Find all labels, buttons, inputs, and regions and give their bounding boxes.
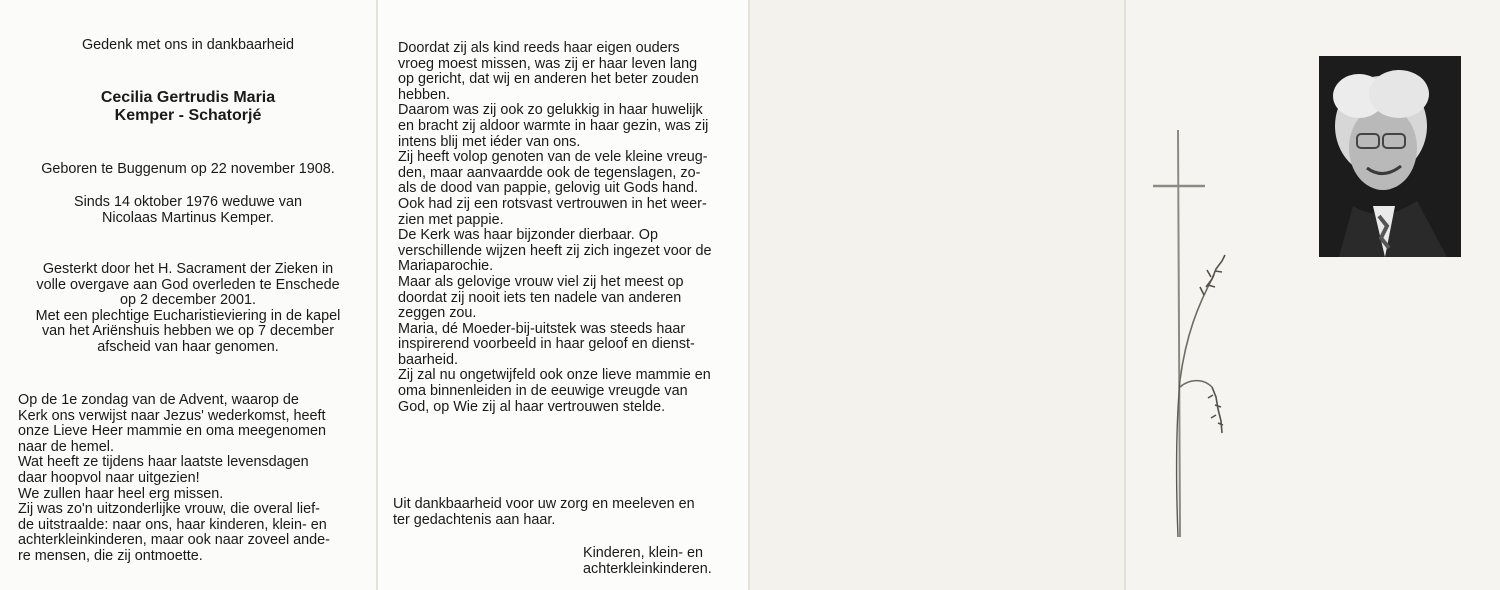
- card-panel-blank: [750, 0, 1124, 590]
- text-line: We zullen haar heel erg missen.: [18, 485, 224, 502]
- text-line: volle overgave aan God overleden te Enschede: [36, 276, 340, 293]
- intro-text: Gedenk met ons in dankbaarheid: [81, 37, 294, 53]
- card-panel-front: [1126, 0, 1500, 590]
- text-line: achterkleinkinderen.: [583, 560, 712, 577]
- text-line: verschillende wijzen heeft zij zich ingezet voor de: [398, 242, 712, 259]
- text-line: Daarom was zij ook zo gelukkig in haar huwelijk: [398, 102, 703, 119]
- text-line: op gericht, dat wij en anderen het beter zouden: [398, 71, 699, 88]
- cross-with-wheat-icon: [1136, 125, 1246, 545]
- death-paragraph: [20, 262, 356, 356]
- text-line: Uit dankbaarheid voor uw zorg en meeleven en: [393, 496, 695, 512]
- text-line: inspirerend voorbeeld in haar geloof en dienst-: [398, 336, 695, 353]
- deceased-name: [20, 89, 356, 125]
- text-line: zeggen zou.: [398, 305, 477, 322]
- widow-line-1: Sinds 14 oktober 1976 weduwe van: [73, 194, 302, 210]
- signature-block: [583, 546, 743, 577]
- text-line: Maar als gelovige vrouw viel zij het meest op: [398, 273, 684, 290]
- text-line: Zij zal nu ongetwijfeld ook onze lieve mammie en: [398, 367, 711, 384]
- text-line: God, op Wie zij al haar vertrouwen stelde.: [398, 398, 666, 415]
- text-line: Kinderen, klein- en: [583, 545, 703, 561]
- card-panel-middle: [378, 0, 748, 590]
- text-line: ter gedachtenis aan haar.: [393, 511, 556, 528]
- text-line: baarheid.: [398, 351, 459, 368]
- text-line: op 2 december 2001.: [119, 292, 256, 309]
- text-line: onze Lieve Heer mammie en oma meegenomen: [18, 423, 326, 440]
- text-line: daar hoopvol naar uitgezien!: [18, 469, 200, 486]
- text-line: den, maar aanvaardde ook de tegenslagen, zo-: [398, 164, 701, 181]
- text-line: doordat zij nooit iets ten nadele van anderen: [398, 289, 682, 306]
- text-line: Gesterkt door het H. Sacrament der Zieken in: [42, 261, 334, 277]
- text-line: vroeg moest missen, was zij er haar leven lang: [398, 55, 698, 72]
- text-line: Maria, dé Moeder-bij-uitstek was steeds haar: [398, 320, 686, 337]
- text-line: Zij heeft volop genoten van de vele kleine vreug-: [398, 149, 708, 166]
- text-line: hebben.: [398, 86, 451, 103]
- text-line: Met een plechtige Eucharistieviering in de kapel: [35, 307, 341, 324]
- text-line: naar de hemel.: [18, 438, 114, 455]
- text-line: oma binnenleiden in de eeuwige vreugde van: [398, 383, 688, 400]
- portrait-photo: [1319, 56, 1461, 257]
- text-line: Zij was zo'n uitzonderlijke vrouw, die overal lief-: [18, 501, 320, 518]
- text-line: re mensen, die zij ontmoette.: [18, 547, 203, 564]
- thanks-paragraph: [393, 497, 731, 528]
- widow-text: [20, 195, 356, 226]
- text-line: Doordat zij als kind reeds haar eigen ouders: [398, 40, 680, 56]
- text-line: achterkleinkinderen, maar ook naar zoveel ande-: [18, 532, 330, 549]
- text-line: Op de 1e zondag van de Advent, waarop de: [18, 392, 299, 408]
- text-line: en bracht zij aldoor warmte in haar gezin, was zij: [398, 117, 709, 134]
- text-line: De Kerk was haar bijzonder dierbaar. Op: [398, 227, 658, 244]
- text-line: de uitstraalde: naar ons, haar kinderen, klein- en: [18, 516, 327, 533]
- birth-text: Geboren te Buggenum op 22 november 1908.: [41, 161, 335, 177]
- text-line: zien met pappie.: [398, 211, 504, 228]
- widow-line-2: Nicolaas Martinus Kemper.: [102, 209, 274, 226]
- life-paragraph: [398, 41, 736, 415]
- text-line: Wat heeft ze tijdens haar laatste levensdagen: [18, 454, 309, 471]
- text-line: Ook had zij een rotsvast vertrouwen in het weer-: [398, 195, 707, 212]
- advent-paragraph: [18, 393, 352, 565]
- name-line-1: Cecilia Gertrudis Maria: [100, 89, 276, 106]
- text-line: Kerk ons verwijst naar Jezus' wederkomst, heeft: [18, 407, 326, 424]
- text-line: van het Ariënshuis hebben we op 7 december: [41, 323, 334, 340]
- name-line-2: Kemper - Schatorjé: [114, 107, 262, 124]
- card-panel-left: [0, 0, 376, 590]
- text-line: afscheid van haar genomen.: [97, 338, 279, 355]
- text-line: intens blij met iéder van ons.: [398, 133, 581, 150]
- text-line: als de dood van pappie, gelovig uit Gods hand.: [398, 180, 699, 197]
- text-line: Mariaparochie.: [398, 258, 494, 275]
